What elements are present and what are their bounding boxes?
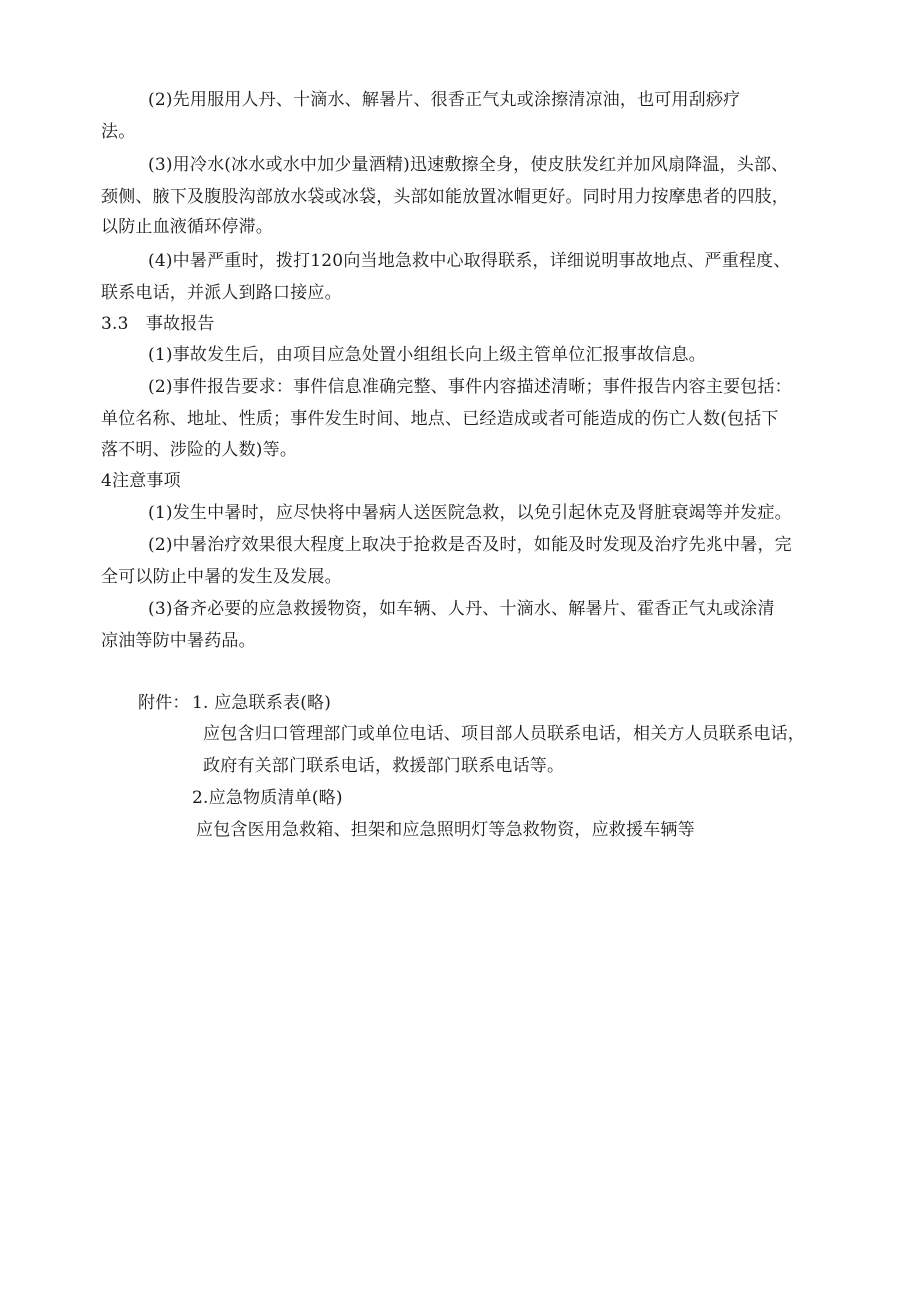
section-heading: 3.3 事故报告 (101, 314, 215, 334)
attachment-desc: 政府有关部门联系电话，救援部门联系电话等。 (203, 756, 565, 776)
paragraph-line: 全可以防止中暑的发生及发展。 (101, 567, 342, 587)
paragraph-line: 联系电话，并派人到路口接应。 (101, 283, 342, 303)
paragraph-line: (4)中暑严重时，拨打120向当地急救中心取得联系，详细说明事故地点、严重程度、 (148, 251, 791, 271)
attachment-title: 2.应急物质清单(略) (192, 788, 343, 808)
paragraph-line: (2)中暑治疗效果很大程度上取决于抢救是否及时，如能及时发现及治疗先兆中暑，完 (148, 535, 792, 555)
paragraph-line: (3)备齐必要的应急救援物资，如车辆、人丹、十滴水、解暑片、霍香正气丸或涂清 (148, 599, 775, 619)
paragraph-line: 法。 (101, 122, 136, 142)
paragraph-line: (2)先用服用人丹、十滴水、解暑片、很香正气丸或涂擦清凉油，也可用刮痧疗 (148, 90, 741, 110)
attachment-desc: 应包含归口管理部门或单位电话、项目部人员联系电话，相关方人员联系电话， (203, 724, 805, 744)
attachment-title: 1. 应急联系表(略) (192, 693, 332, 713)
paragraph-line: (1)发生中暑时，应尽快将中暑病人送医院急救，以免引起休克及肾脏衰竭等并发症。 (148, 503, 792, 523)
paragraph-line: 以防止血液循环停滞。 (101, 217, 273, 237)
paragraph-line: 单位名称、地址、性质；事件发生时间、地点、已经造成或者可能造成的伤亡人数(包括下 (101, 409, 779, 429)
paragraph-line: 凉油等防中暑药品。 (101, 631, 256, 651)
paragraph-line: 颈侧、腋下及腹股沟部放水袋或冰袋，头部如能放置冰帽更好。同时用力按摩患者的四肢， (101, 187, 789, 207)
paragraph-line: 落不明、涉险的人数)等。 (101, 440, 298, 460)
attachment-label: 附件： (138, 693, 190, 713)
paragraph-line: (1)事故发生后，由项目应急处置小组组长向上级主管单位汇报事故信息。 (148, 345, 706, 365)
paragraph-line: (2)事件报告要求：事件信息准确完整、事件内容描述清晰；事件报告内容主要包括： (148, 377, 792, 397)
section-heading: 4注意事项 (101, 471, 181, 491)
attachment-desc: 应包含医用急救箱、担架和应急照明灯等急救物资，应救援车辆等 (196, 820, 695, 840)
paragraph-line: (3)用冷水(冰水或水中加少量酒精)迅速敷擦全身，使皮肤发红并加风扇降温，头部、 (148, 155, 789, 175)
